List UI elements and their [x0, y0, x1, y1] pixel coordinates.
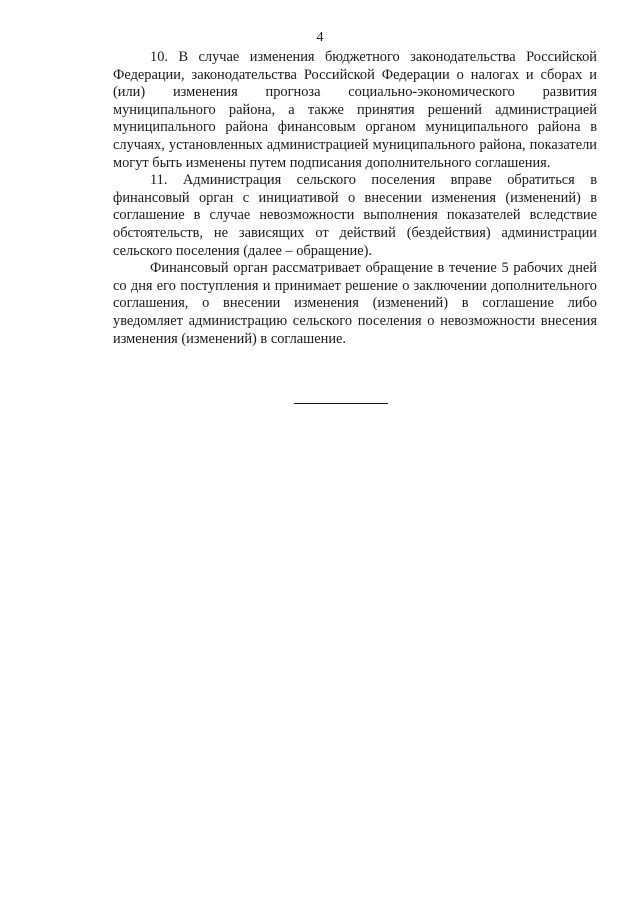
end-of-document-rule [294, 403, 388, 404]
paragraph-financial-body-review: Финансовый орган рассматривает обращение в течение 5 рабочих дней со дня его поступления и принимает решение о заключении дополнительного соглашения, о внесении изменения (изменений) в соглашение либо уведомляет администрацию сельского поселения о невозможности внесения изменения (изменений) в соглашение. [113, 260, 597, 347]
page-number: 4 [316, 30, 324, 45]
paragraph-11: 11. Администрация сельского поселения вправе обратиться в финансовый орган с инициативой о внесении изменения (изменений) в соглашение в случае невозможности выполнения показателей вследствие обстоятельств, не зависящих от действий (бездействия) администрации сельского поселения (далее – обращение). [113, 172, 597, 259]
document-body [113, 49, 597, 348]
paragraph-10: 10. В случае изменения бюджетного законодательства Российской Федерации, законодательства Российской Федерации о налогах и сборах и (или) изменения прогноза социально-экономического развития муниципального района, а также принятия решений администрацией муниципального района финансовым органом муниципального района в случаях, установленных администрацией муниципального района, показатели могут быть изменены путем подписания дополнительного соглашения. [113, 49, 597, 171]
